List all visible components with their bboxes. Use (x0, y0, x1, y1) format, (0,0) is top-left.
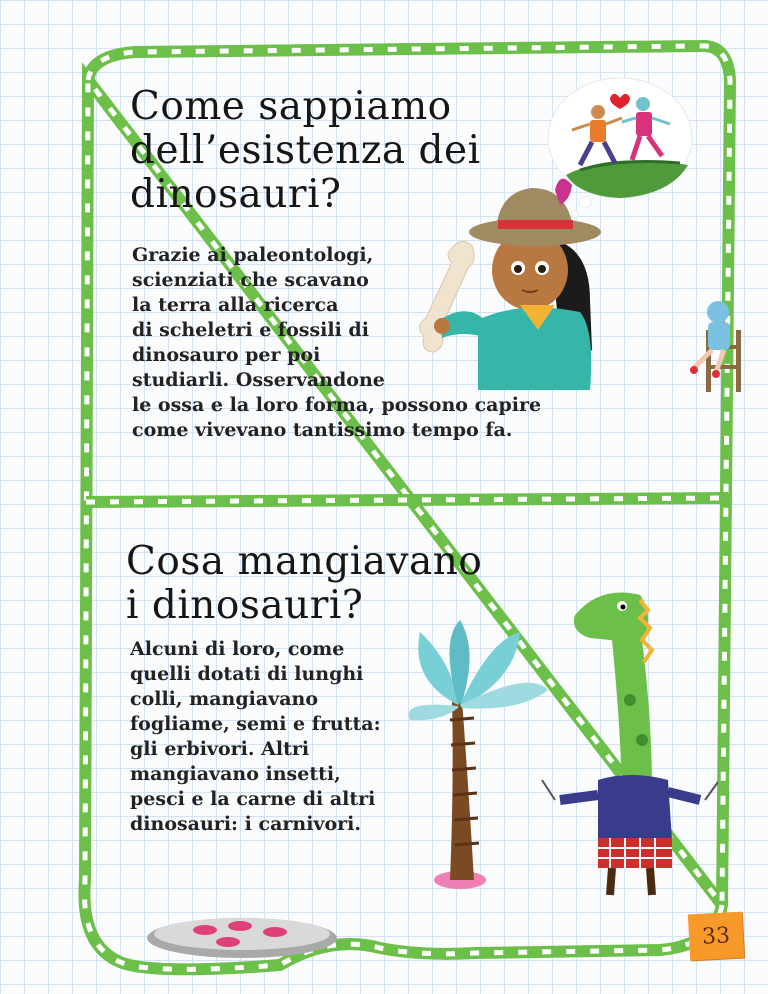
section1-title-line: dell’esistenza dei (130, 128, 481, 173)
section2-body-line: dinosauri: i carnivori. (130, 813, 361, 835)
section2-body (130, 637, 400, 837)
section1-body (132, 243, 572, 443)
section2-body-line: mangiavano insetti, (130, 763, 341, 785)
section1-title-line: dinosauri? (130, 172, 342, 217)
section2-title-line: i dinosauri? (126, 583, 364, 628)
section1-body-line: dinosauro per poi (132, 344, 321, 366)
section1-body-line: la terra alla ricerca (132, 294, 339, 316)
section2-title (126, 540, 546, 628)
section2-title-line: Cosa mangiavano (126, 539, 483, 584)
section2-body-line: colli, mangiavano (130, 688, 319, 710)
section2-body-line: gli erbivori. Altri (130, 738, 310, 760)
section1-title (130, 85, 530, 217)
section1-body-line: scienziati che scavano (132, 269, 369, 291)
small-figure-on-ladder-illustration (690, 301, 741, 392)
section2-body-line: fogliame, semi e frutta: (130, 713, 381, 735)
section1-title-line: Come sappiamo (130, 84, 452, 129)
palm-tree-illustration (409, 620, 548, 889)
page-number: 33 (688, 912, 744, 961)
green-dinosaur-illustration (542, 593, 718, 896)
section1-body-line: di scheletri e fossili di (132, 319, 369, 341)
plate-illustration (147, 918, 337, 958)
section2-body-line: pesci e la carne di altri (130, 788, 376, 810)
section1-body-line: le ossa e la loro forma, possono capire (132, 394, 542, 416)
section1-body-line: Grazie ai paleontologi, (132, 244, 374, 266)
section2-body-line: quelli dotati di lunghi (130, 663, 364, 685)
thought-bubble-illustration (548, 78, 692, 218)
section1-body-line: come vivevano tantissimo tempo fa. (132, 419, 513, 441)
section2-body-line: Alcuni di loro, come (130, 638, 345, 660)
section1-body-line: studiarli. Osservandone (132, 369, 385, 391)
